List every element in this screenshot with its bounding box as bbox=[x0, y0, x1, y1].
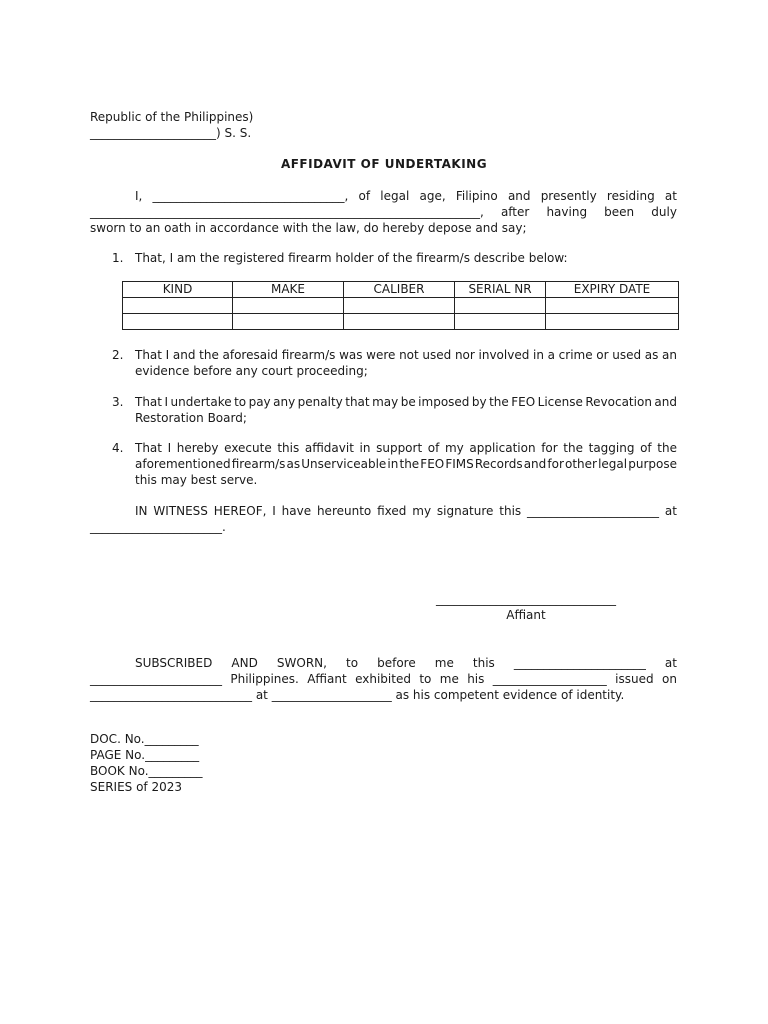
document-title: AFFIDAVIT OF UNDERTAKING bbox=[280, 157, 488, 171]
word: SWORN, bbox=[276, 656, 327, 670]
header-expiry-date: EXPIRY DATE bbox=[546, 282, 679, 298]
word: have bbox=[281, 504, 312, 518]
word: signature bbox=[436, 504, 494, 518]
word: ______________________ bbox=[90, 672, 222, 686]
table-header-row bbox=[123, 282, 679, 298]
word: an bbox=[662, 348, 677, 362]
item-text-line bbox=[135, 394, 677, 410]
word: ______________________ bbox=[527, 504, 660, 518]
word: as bbox=[644, 348, 659, 362]
word: support bbox=[376, 441, 423, 455]
word: ___________________ bbox=[492, 672, 607, 686]
table-cell bbox=[455, 314, 546, 330]
word: Revocation bbox=[585, 395, 652, 409]
word: aforementioned bbox=[135, 457, 231, 471]
word: this bbox=[472, 656, 495, 670]
page-number: PAGE No._________ bbox=[90, 748, 200, 762]
word: me bbox=[439, 672, 459, 686]
word: the bbox=[563, 441, 583, 455]
word: a bbox=[547, 348, 555, 362]
word: residing bbox=[606, 189, 655, 203]
word: this bbox=[499, 504, 522, 518]
word: HEREOF, bbox=[213, 504, 267, 518]
word: hereby bbox=[176, 441, 219, 455]
table-cell bbox=[546, 298, 679, 314]
word: any bbox=[273, 395, 296, 409]
word: presently bbox=[540, 189, 597, 203]
word: of bbox=[640, 441, 652, 455]
table-cell bbox=[546, 314, 679, 330]
word: purpose bbox=[628, 457, 677, 471]
venue-line-2: _____________________) S. S. bbox=[90, 126, 252, 140]
word: SUBSCRIBED bbox=[135, 656, 213, 670]
word: Filipino bbox=[455, 189, 498, 203]
item-number: 2. bbox=[112, 348, 124, 362]
word: ________________________________, bbox=[152, 189, 349, 203]
word: execute bbox=[224, 441, 272, 455]
affiant-label: Affiant bbox=[506, 608, 546, 622]
word: not bbox=[399, 348, 419, 362]
word: age, bbox=[419, 189, 446, 203]
book-number: BOOK No._________ bbox=[90, 764, 203, 778]
jurat-line-2 bbox=[90, 671, 677, 687]
word: to bbox=[419, 672, 432, 686]
word: Records bbox=[474, 457, 523, 471]
word: hereunto bbox=[316, 504, 372, 518]
word: I bbox=[165, 348, 170, 362]
table-cell bbox=[123, 298, 233, 314]
word: in bbox=[359, 441, 371, 455]
word: FIMS bbox=[445, 457, 474, 471]
word: imposed bbox=[418, 395, 470, 409]
word: at bbox=[664, 504, 677, 518]
word: and bbox=[172, 348, 196, 362]
item-number: 3. bbox=[112, 395, 124, 409]
word: on bbox=[661, 672, 677, 686]
word: to bbox=[234, 395, 247, 409]
intro-line-3: sworn to an oath in accordance with the law, do hereby depose and say; bbox=[90, 221, 527, 235]
word: the bbox=[657, 441, 677, 455]
table-cell bbox=[344, 298, 455, 314]
item-text-line bbox=[135, 347, 677, 363]
word: That bbox=[135, 395, 162, 409]
word: the bbox=[489, 395, 509, 409]
word: in bbox=[533, 348, 544, 362]
word: issued bbox=[615, 672, 654, 686]
word: affidavit bbox=[304, 441, 354, 455]
word: I bbox=[164, 395, 169, 409]
word: firearm/s bbox=[231, 457, 286, 471]
word: before bbox=[377, 656, 416, 670]
table-cell bbox=[344, 314, 455, 330]
word: that bbox=[345, 395, 370, 409]
header-make: MAKE bbox=[233, 282, 344, 298]
word: and bbox=[507, 189, 531, 203]
word: my bbox=[444, 441, 464, 455]
word: by bbox=[471, 395, 487, 409]
word: Philippines. bbox=[230, 672, 299, 686]
word: exhibited bbox=[355, 672, 411, 686]
word: as bbox=[286, 457, 301, 471]
word: I, bbox=[135, 189, 143, 203]
word: at bbox=[664, 189, 677, 203]
word: crime bbox=[558, 348, 593, 362]
word: AND bbox=[231, 656, 258, 670]
table-row bbox=[123, 314, 679, 330]
word: aforesaid bbox=[222, 348, 279, 362]
item-text: That, I am the registered firearm holder of the firearm/s describe below: bbox=[135, 251, 568, 265]
word: fixed bbox=[377, 504, 407, 518]
table-cell bbox=[455, 298, 546, 314]
word: _________________________________________________________________, bbox=[90, 205, 484, 219]
header-kind: KIND bbox=[123, 282, 233, 298]
word: ______________________ bbox=[513, 656, 646, 670]
word: and bbox=[654, 395, 677, 409]
word: nor bbox=[454, 348, 475, 362]
word: Affiant bbox=[307, 672, 347, 686]
word: were bbox=[366, 348, 396, 362]
item-text-line: evidence before any court proceeding; bbox=[135, 364, 368, 378]
word: my bbox=[412, 504, 432, 518]
word: of bbox=[358, 189, 371, 203]
item-number: 4. bbox=[112, 441, 124, 455]
word: the bbox=[199, 348, 219, 362]
word: FEO bbox=[511, 395, 536, 409]
witness-line-1 bbox=[135, 503, 677, 519]
word: undertake bbox=[170, 395, 232, 409]
item-text-line bbox=[135, 456, 677, 472]
table-cell bbox=[233, 314, 344, 330]
word: me bbox=[434, 656, 454, 670]
intro-line-1 bbox=[135, 188, 677, 204]
word: used bbox=[612, 348, 642, 362]
word: tagging bbox=[588, 441, 635, 455]
word: was bbox=[339, 348, 363, 362]
word: after bbox=[500, 205, 530, 219]
venue-line-1: Republic of the Philippines) bbox=[90, 110, 254, 124]
word: legal bbox=[380, 189, 410, 203]
word: be bbox=[400, 395, 416, 409]
word: and bbox=[523, 457, 547, 471]
table-cell bbox=[123, 314, 233, 330]
intro-line-2 bbox=[90, 204, 677, 220]
word: Unserviceable bbox=[301, 457, 387, 471]
word: I bbox=[167, 441, 172, 455]
item-number: 1. bbox=[112, 251, 124, 265]
word: FEO bbox=[420, 457, 445, 471]
word: used bbox=[422, 348, 452, 362]
word: pay bbox=[248, 395, 271, 409]
item-text-line: this may best serve. bbox=[135, 473, 258, 487]
series-year: SERIES of 2023 bbox=[90, 780, 183, 794]
word: the bbox=[399, 457, 420, 471]
witness-line-2: ______________________. bbox=[90, 520, 226, 534]
word: may bbox=[372, 395, 399, 409]
item-text-line: Restoration Board; bbox=[135, 411, 247, 425]
word: for bbox=[547, 457, 564, 471]
word: legal bbox=[598, 457, 628, 471]
word: his bbox=[467, 672, 485, 686]
jurat-line-3: ___________________________ at ____________________ as his competent evidence of identity. bbox=[90, 688, 625, 702]
firearms-table bbox=[122, 281, 679, 330]
word: duly bbox=[651, 205, 677, 219]
word: involved bbox=[478, 348, 530, 362]
word: in bbox=[387, 457, 399, 471]
jurat-line-1 bbox=[135, 655, 677, 671]
word: to bbox=[346, 656, 359, 670]
word: at bbox=[664, 656, 677, 670]
word: That bbox=[135, 348, 162, 362]
word: of bbox=[427, 441, 440, 455]
word: other bbox=[565, 457, 597, 471]
item-text-line bbox=[135, 440, 677, 456]
table-row bbox=[123, 298, 679, 314]
affiant-signature-line: ______________________________ bbox=[436, 592, 616, 606]
word: IN bbox=[135, 504, 148, 518]
header-caliber: CALIBER bbox=[344, 282, 455, 298]
word: penalty bbox=[297, 395, 343, 409]
word: or bbox=[596, 348, 609, 362]
word: WITNESS bbox=[153, 504, 208, 518]
table-cell bbox=[233, 298, 344, 314]
word: I bbox=[272, 504, 276, 518]
word: this bbox=[277, 441, 300, 455]
header-serial-nr: SERIAL NR bbox=[455, 282, 546, 298]
word: That bbox=[135, 441, 162, 455]
word: firearm/s bbox=[281, 348, 336, 362]
word: been bbox=[604, 205, 635, 219]
word: application bbox=[469, 441, 536, 455]
doc-number: DOC. No._________ bbox=[90, 732, 199, 746]
word: License bbox=[537, 395, 583, 409]
word: for bbox=[541, 441, 558, 455]
word: having bbox=[546, 205, 588, 219]
